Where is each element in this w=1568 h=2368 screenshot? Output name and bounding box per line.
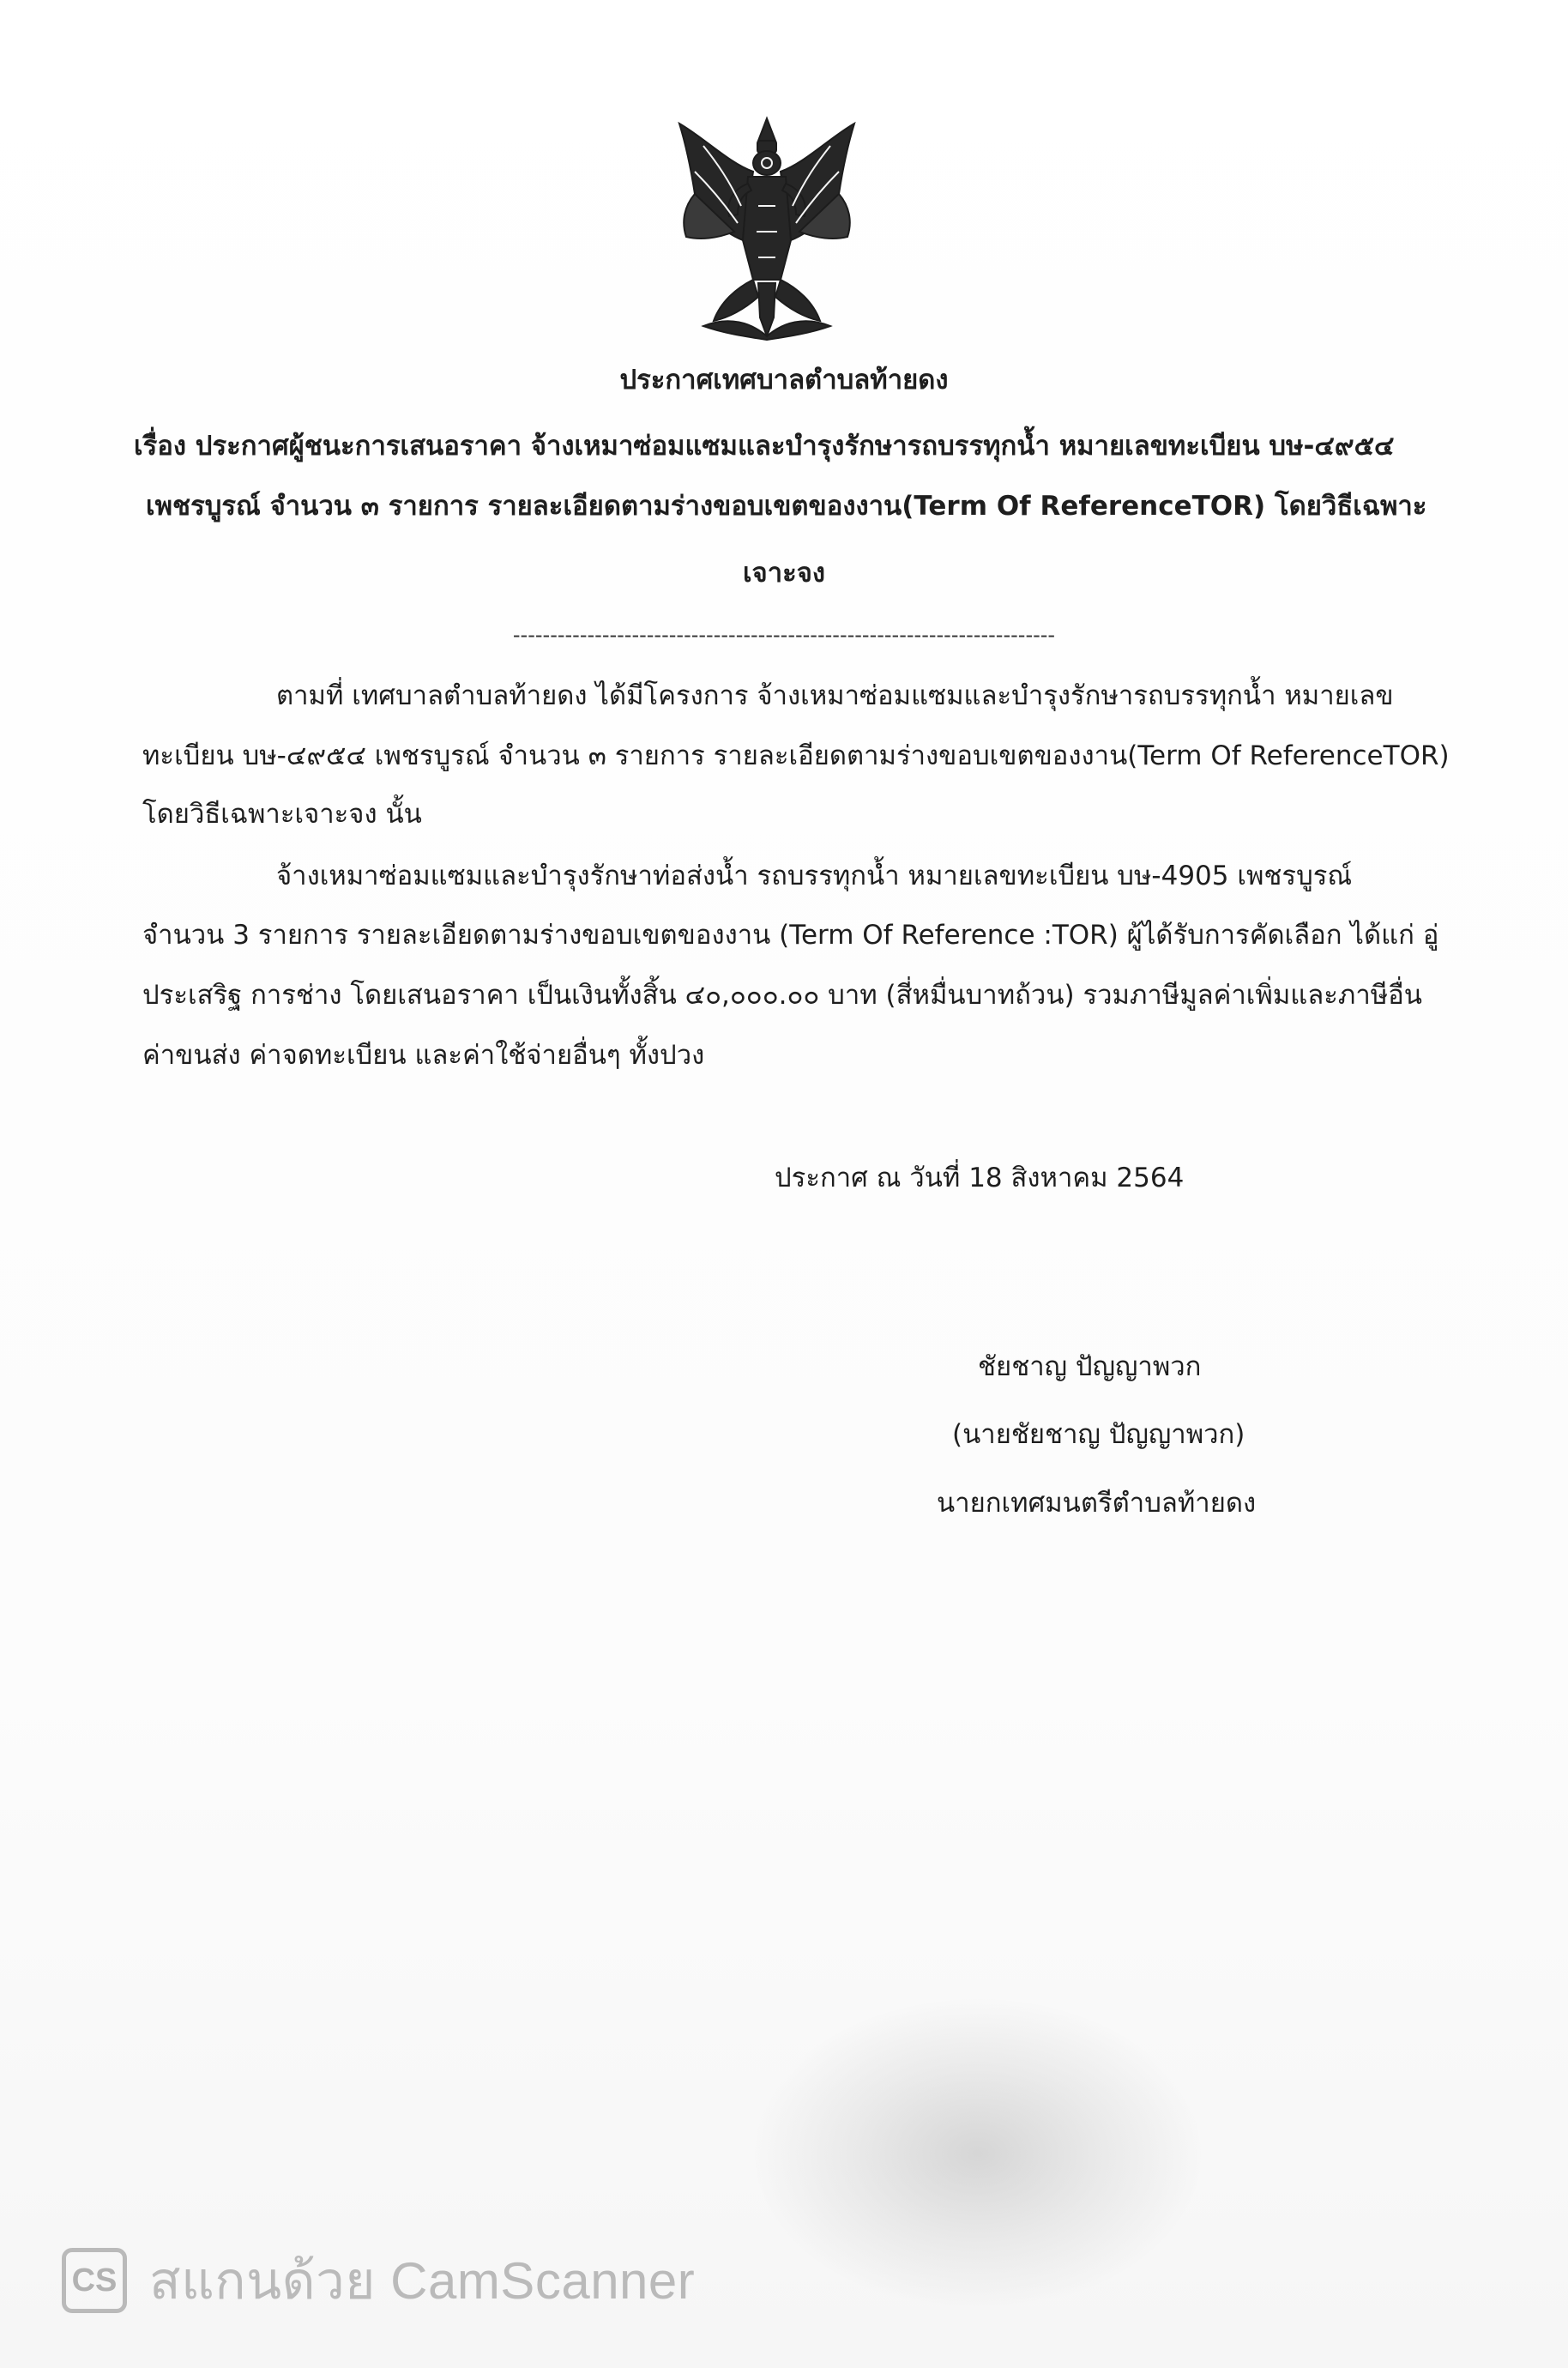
- announcement-date: ประกาศ ณ วันที่ 18 สิงหาคม 2564: [775, 1163, 1185, 1193]
- signature-name: ชัยชาญ ปัญญาพวก: [978, 1351, 1202, 1382]
- paragraph2-line-3: ประเสริฐ การช่าง โดยเสนอราคา เป็นเงินทั้งสิ้น ๔๐,๐๐๐.๐๐ บาท (สี่หมื่นบาทถ้วน) รวมภาษีมูลค่าเพิ่มและภาษีอื่น: [142, 980, 1422, 1011]
- paragraph1-line-3: โดยวิธีเฉพาะเจาะจง นั้น: [142, 799, 422, 830]
- paragraph2-line-1: จ้างเหมาซ่อมแซมและบำรุงรักษาท่อส่งน้ำ รถบรรทุกน้ำ หมายเลขทะเบียน บษ-4905 เพชรบูรณ์: [276, 861, 1353, 891]
- camscanner-watermark: [62, 2246, 695, 2315]
- paragraph1-line-1: ตามที่ เทศบาลตำบลท้ายดง ได้มีโครงการ จ้างเหมาซ่อมแซมและบำรุงรักษารถบรรทุกน้ำ หมายเลข: [276, 680, 1394, 711]
- garuda-emblem-icon: [669, 112, 865, 343]
- subject-line-3: เจาะจง: [742, 558, 826, 589]
- separator-line: -------------------------------------------------------------------------: [512, 623, 1056, 647]
- watermark-text: สแกนด้วย CamScanner: [149, 2251, 696, 2310]
- paragraph1-line-2: ทะเบียน บษ-๔๙๕๔ เพชรบูรณ์ จำนวน ๓ รายการ รายละเอียดตามร่างขอบเขตของงาน(Term Of ReferenceTOR): [142, 740, 1450, 771]
- paragraph2-line-2: จำนวน 3 รายการ รายละเอียดตามร่างขอบเขตของงาน (Term Of Reference :TOR) ผู้ได้รับการคัดเลือก ได้แก่ อู่: [142, 920, 1439, 951]
- scan-shadow: [755, 1999, 1201, 2308]
- camscanner-logo-icon: CS: [62, 2248, 127, 2313]
- subject-line-2: เพชรบูรณ์ จำนวน ๓ รายการ รายละเอียดตามร่างขอบเขตของงาน(Term Of ReferenceTOR) โดยวิธีเฉพาะ: [146, 491, 1427, 522]
- announcement-title: ประกาศเทศบาลตำบลท้ายดง: [619, 365, 949, 396]
- signatory-position: นายกเทศมนตรีตำบลท้ายดง: [937, 1488, 1257, 1519]
- paragraph2-line-4: ค่าขนส่ง ค่าจดทะเบียน และค่าใช้จ่ายอื่นๆ ทั้งปวง: [142, 1040, 705, 1071]
- signatory-full-name: (นายชัยชาญ ปัญญาพวก): [952, 1419, 1245, 1450]
- subject-line-1: เรื่อง ประกาศผู้ชนะการเสนอราคา จ้างเหมาซ่อมแซมและบำรุงรักษารถบรรทุกน้ำ หมายเลขทะเบียน บษ-๔๙๕๔: [134, 431, 1395, 462]
